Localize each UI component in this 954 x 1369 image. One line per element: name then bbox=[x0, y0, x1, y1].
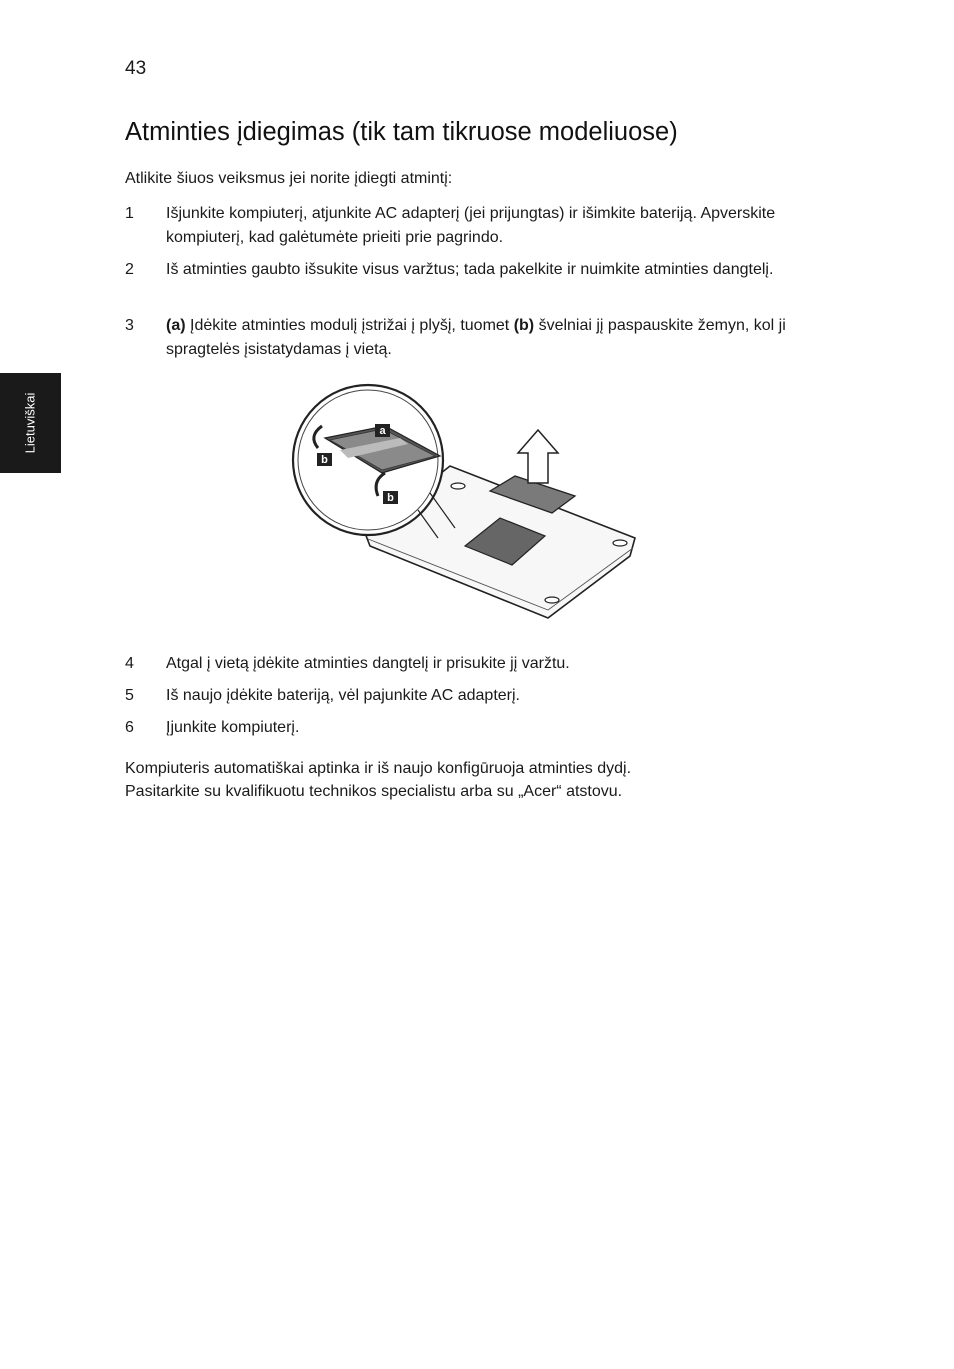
label-a: a bbox=[379, 425, 386, 437]
step-text-b: švelniai jį paspauskite žemyn, kol ji spragtelės įsistatydamas į vietą. bbox=[166, 317, 786, 358]
step-text: Išjunkite kompiuterį, atjunkite AC adapterį (jei prijungtas) ir išimkite bateriją. Apverskite kompiuterį, kad galėtumėte prieiti prie pagrindo. bbox=[166, 205, 776, 246]
step-number: 5 bbox=[125, 687, 134, 704]
page-title: Atminties įdiegimas (tik tam tikruose modeliuose) bbox=[125, 118, 678, 146]
step-bold-b: (b) bbox=[513, 317, 535, 334]
step-text: Atgal į vietą įdėkite atminties dangtelį ir prisukite jį varžtu. bbox=[166, 655, 570, 672]
step-number: 3 bbox=[125, 317, 134, 334]
label-b-right: b bbox=[387, 492, 394, 504]
step-number: 4 bbox=[125, 655, 134, 672]
step-number: 2 bbox=[125, 261, 134, 278]
step-text-a: Įdėkite atminties modulį įstrižai į plyšį, tuomet bbox=[185, 317, 514, 334]
step-number: 6 bbox=[125, 719, 134, 736]
step-number: 1 bbox=[125, 205, 134, 222]
memory-install-illustration bbox=[290, 378, 650, 623]
laptop-underside-drawing bbox=[290, 378, 650, 623]
step-text bbox=[166, 314, 816, 362]
page-number: 43 bbox=[125, 58, 147, 79]
step-bold-a: (a) bbox=[166, 317, 186, 334]
intro-text: Atlikite šiuos veiksmus jei norite įdiegti atmintį: bbox=[125, 170, 453, 187]
label-b-left: b bbox=[321, 454, 328, 466]
language-side-tab bbox=[0, 373, 61, 473]
step-text: Įjunkite kompiuterį. bbox=[166, 719, 300, 736]
closing-line-2: Pasitarkite su kvalifikuotu technikos specialistu arba su „Acer“ atstovu. bbox=[125, 783, 623, 800]
step-text: Iš naujo įdėkite bateriją, vėl pajunkite AC adapterį. bbox=[166, 687, 520, 704]
language-side-tab-label: Lietuviškai bbox=[22, 392, 38, 454]
step-text: Iš atminties gaubto išsukite visus varžtus; tada pakelkite ir nuimkite atminties dangtelį. bbox=[166, 261, 774, 278]
closing-line-1: Kompiuteris automatiškai aptinka ir iš naujo konfigūruoja atminties dydį. bbox=[125, 760, 632, 777]
closing-paragraph bbox=[125, 757, 845, 803]
